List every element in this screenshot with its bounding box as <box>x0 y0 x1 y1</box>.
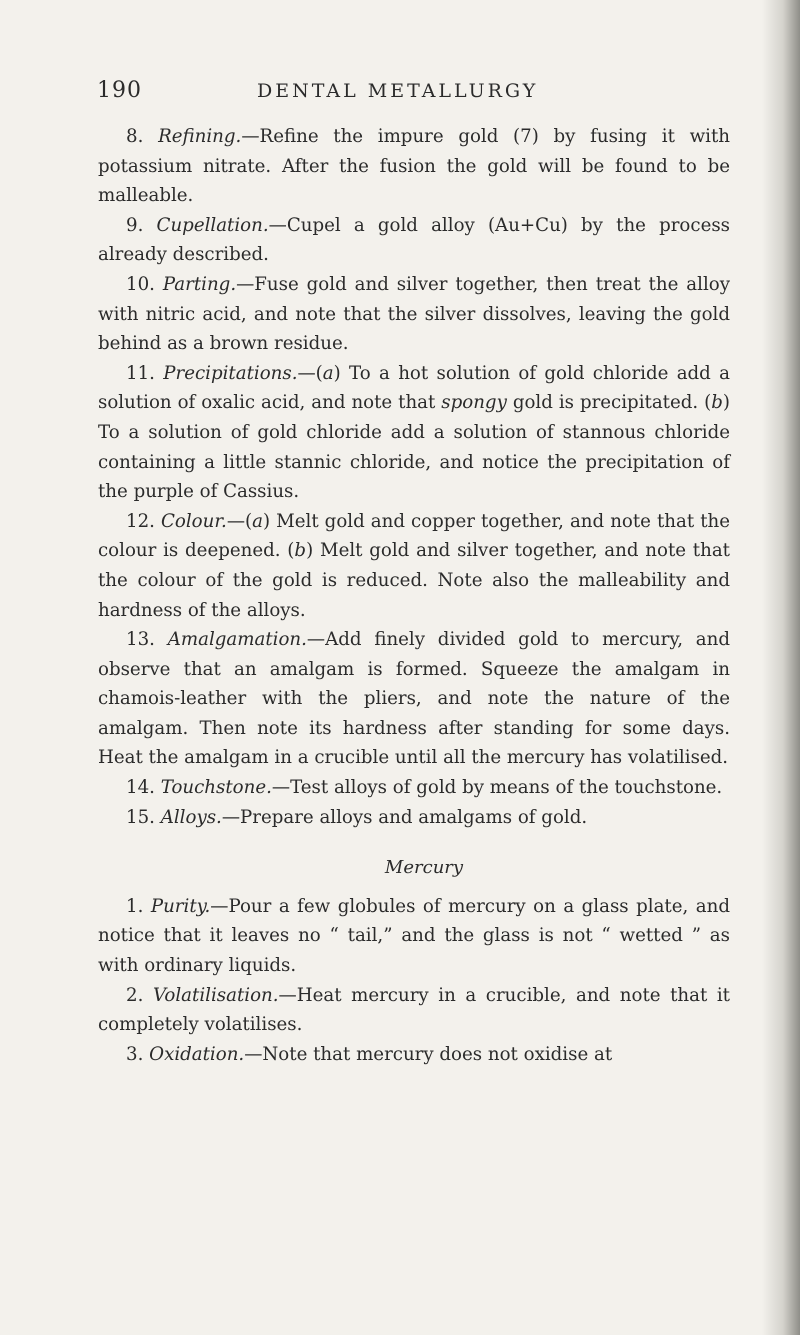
paragraph-title: Cupellation. <box>156 214 269 236</box>
paragraph-purity: 1. Purity.—Pour a few globules of mercury on a glass plate, and notice that it leaves no “ tail,” and the glass is not “ wetted ” as with ordinary liquids. <box>98 895 730 977</box>
paragraph-touchstone: 14. Touchstone.—Test alloys of gold by means of the touchstone. <box>126 777 723 799</box>
page-edge-shadow <box>762 0 800 1335</box>
page-header <box>97 78 727 108</box>
paragraph-oxidation: 3. Oxidation.—Note that mercury does not oxidise at <box>126 1043 613 1065</box>
paragraph-title: Colour. <box>161 510 227 532</box>
paragraph-amalgamation: 13. Amalgamation.—Add finely divided gold to mercury, and observe that an amalgam is formed. Squeeze the amalgam in chamois-leather with the pliers, and note the nature of the amalgam. Then note its hardness after standing for some days. Heat the amalgam in a crucible until all the mercury has volatilised. <box>98 629 730 769</box>
paragraph-alloys: 15. Alloys.—Prepare alloys and amalgams of gold. <box>126 806 588 828</box>
paragraph-precipitations: 11. Precipitations.—(a) To a hot solution of gold chloride add a solution of oxalic acid, and note that spongy gold is precipitated. (b) To a solution of gold chloride add a solution of stannous chloride containing a little stannic chloride, and notice the precipitation of the purple of Cassius. <box>98 362 730 503</box>
paragraph-title: Parting. <box>162 273 237 295</box>
paragraph-title: Volatilisation. <box>152 984 279 1006</box>
paragraph-title: Refining. <box>158 126 242 147</box>
paragraph-refining: 8. Refining.—Refine the impure gold (7) by fusing it with potassium nitrate. After the fusion the gold will be found to be malleable. <box>98 126 730 207</box>
paragraph-parting: 10. Parting.—Fuse gold and silver together, then treat the alloy with nitric acid, and note that the silver dissolves, leaving the gold behind as a brown residue. <box>98 273 730 355</box>
paragraph-volatilisation: 2. Volatilisation.—Heat mercury in a crucible, and note that it completely volatilises. <box>98 984 730 1036</box>
section-heading-mercury: Mercury <box>384 857 464 879</box>
paragraph-title: Touchstone. <box>160 777 272 799</box>
paragraph-cupellation: 9. Cupellation.—Cupel a gold alloy (Au+Cu) by the process already described. <box>98 214 730 266</box>
paragraph-title: Precipitations. <box>163 362 298 384</box>
paragraph-title: Amalgamation. <box>167 629 307 651</box>
page-number: 190 <box>97 78 142 103</box>
paragraph-title: Oxidation. <box>149 1043 245 1065</box>
paragraph-colour: 12. Colour.—(a) Melt gold and copper together, and note that the colour is deepened. (b) Melt gold and silver together, and note that the colour of the gold is reduced. Note also the malleability and hardness of the alloys. <box>98 510 730 621</box>
running-head: DENTAL METALLURGY <box>257 80 539 102</box>
paragraph-title: Alloys. <box>160 806 222 828</box>
body-text <box>98 122 730 1069</box>
paragraph-title: Purity. <box>150 895 211 917</box>
